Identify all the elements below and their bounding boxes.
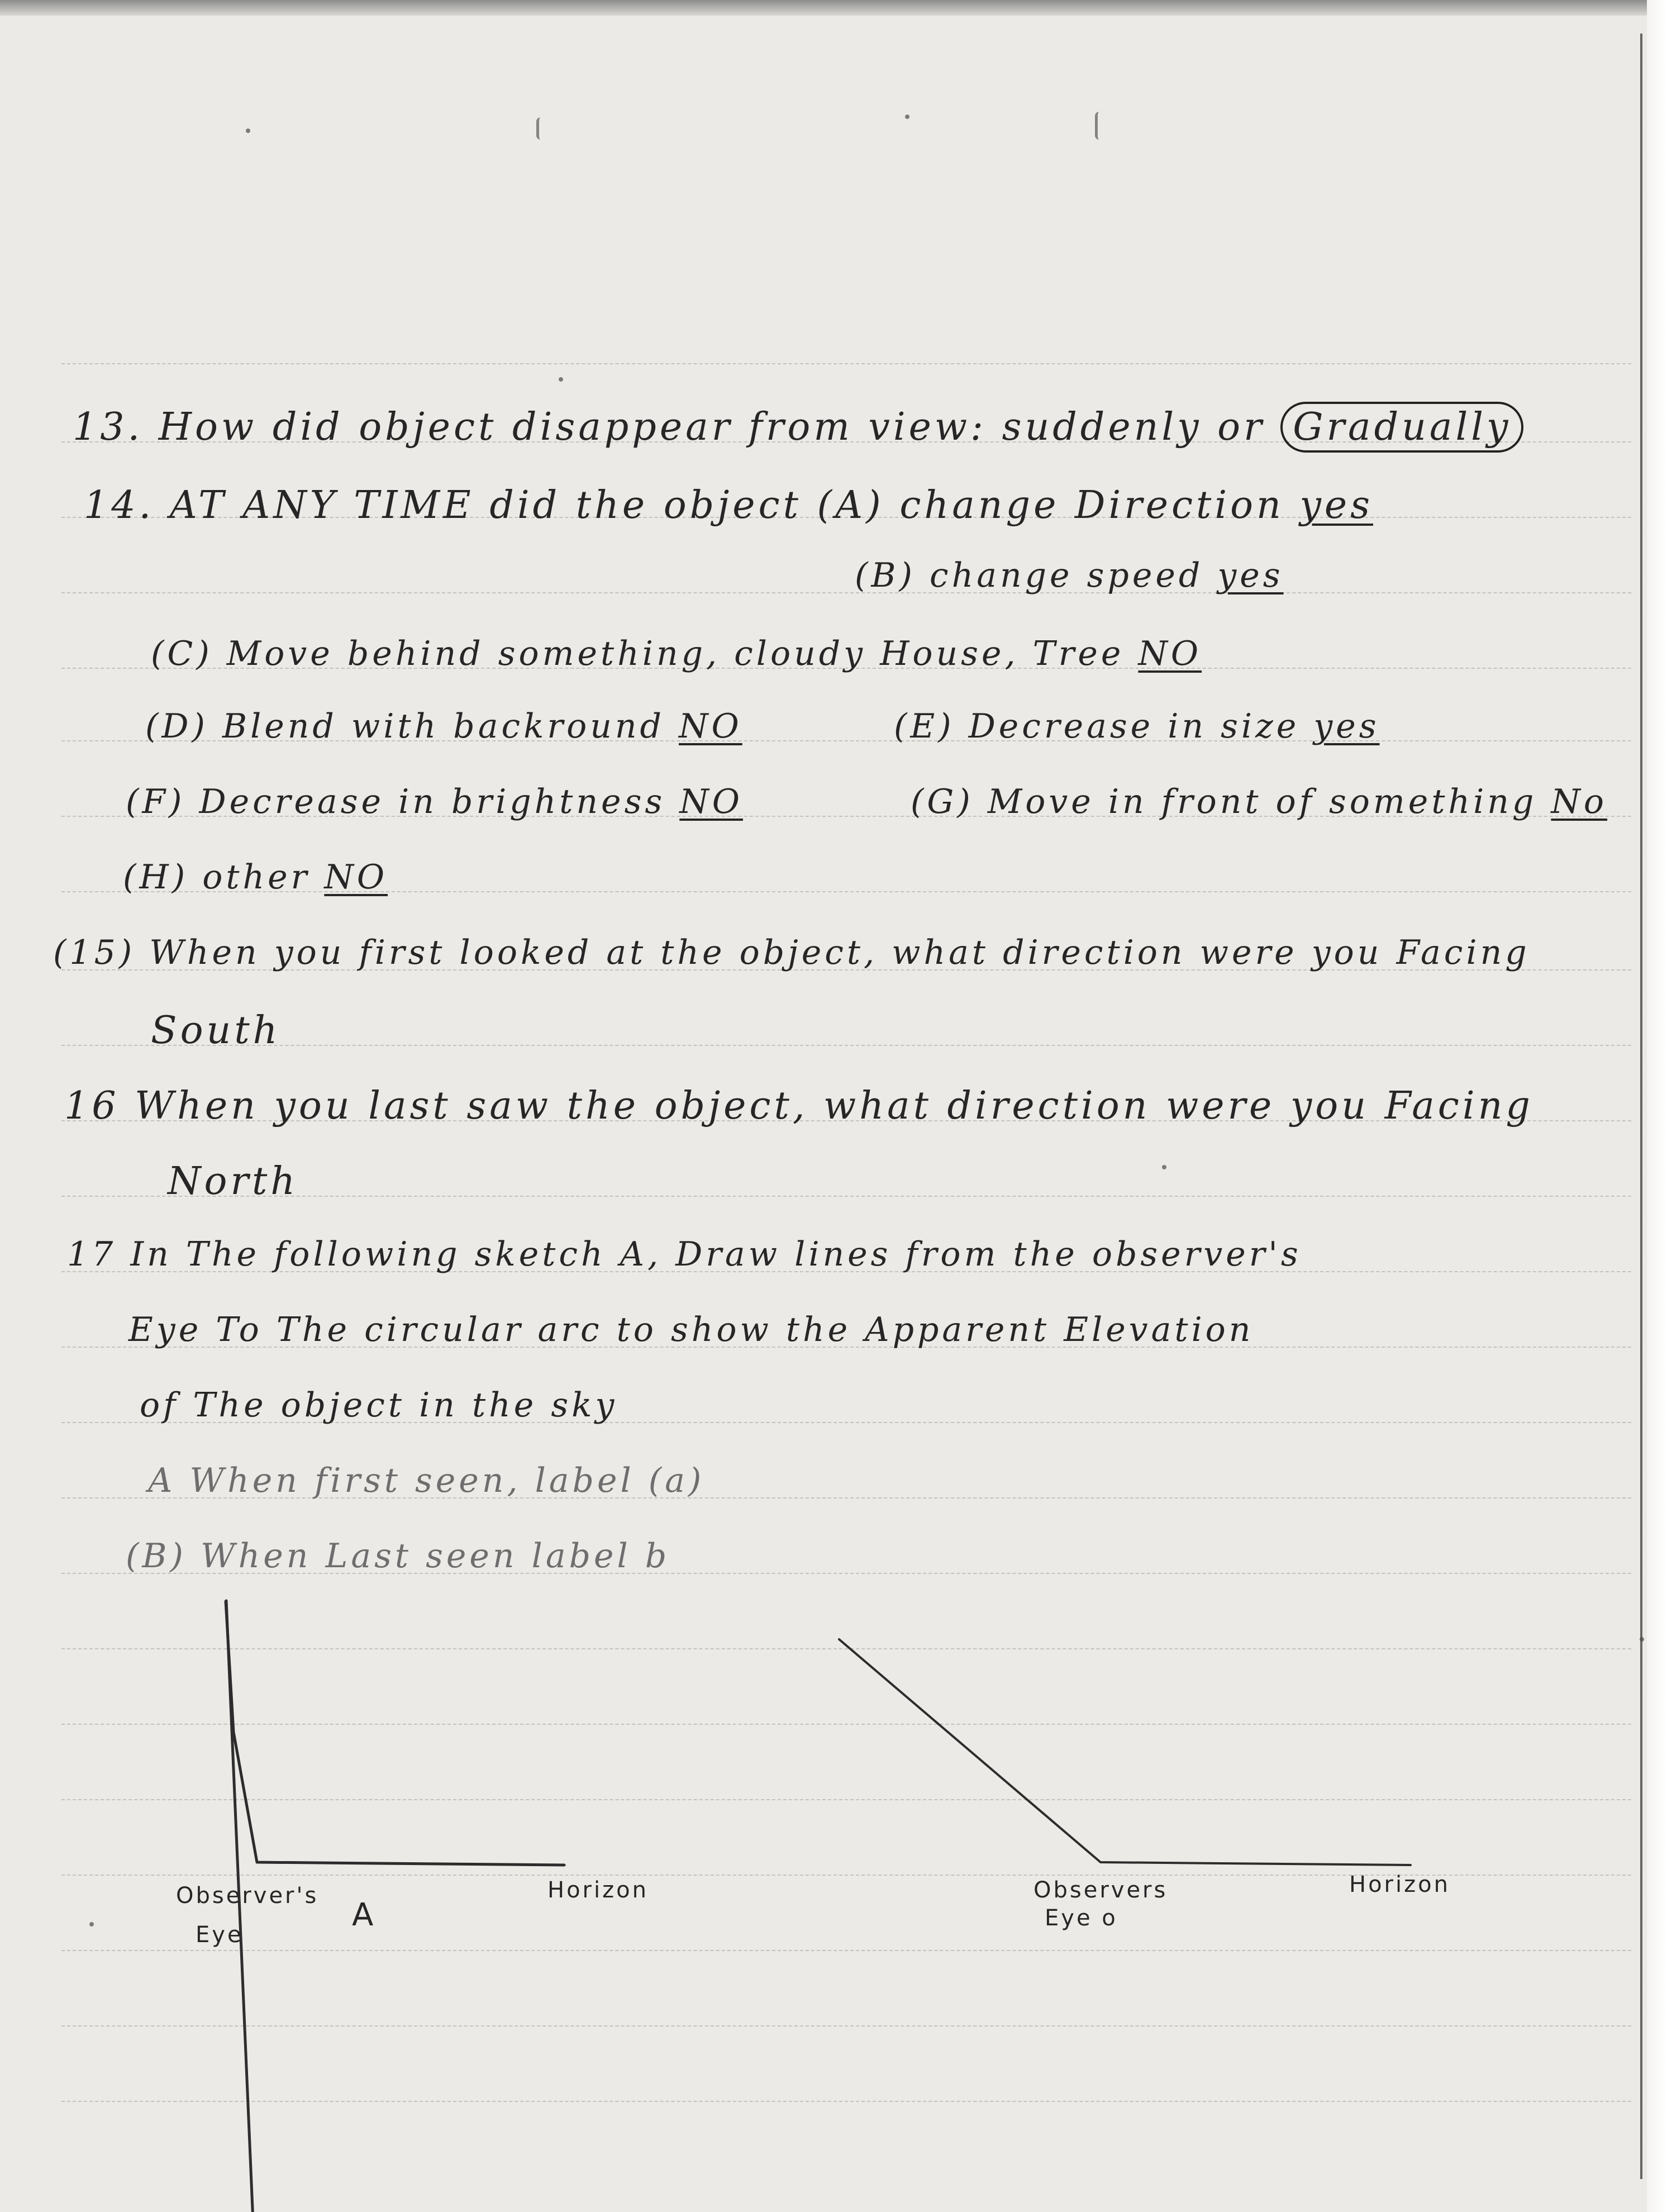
circled-answer-gradually: Gradually bbox=[1280, 402, 1523, 453]
answer-14e: yes bbox=[1313, 707, 1380, 746]
question-14g-label: (G) Move in front of something bbox=[911, 782, 1537, 821]
question-14-text: 14. AT ANY TIME did the object (A) change Direction bbox=[84, 483, 1284, 527]
answer-14b: yes bbox=[1217, 556, 1284, 595]
question-14d-text: (D) Blend with backround bbox=[145, 707, 665, 746]
right-eye-label: Eye o bbox=[1045, 1905, 1118, 1931]
right-observer-label: Observers bbox=[1033, 1877, 1168, 1903]
sketch-a-letter: A bbox=[352, 1897, 377, 1933]
question-14b-label: (B) change speed bbox=[855, 556, 1204, 595]
sketch-a-sight-line-scaled bbox=[226, 1601, 564, 1865]
question-17-line-2: Eye To The circular arc to show the Apparent Elevation bbox=[128, 1310, 1254, 1349]
left-horizon-label: Horizon bbox=[547, 1877, 649, 1903]
answer-14a: yes bbox=[1299, 483, 1374, 527]
question-14h-text: (H) other bbox=[123, 858, 311, 897]
answer-14f: NO bbox=[679, 782, 743, 821]
question-13-text: 13. How did object disappear from view: suddenly or bbox=[73, 405, 1265, 449]
answer-16: North bbox=[168, 1159, 299, 1203]
question-14c-text: (C) Move behind something, cloudy House, Tree bbox=[151, 634, 1125, 673]
left-observer-label: Observer's bbox=[176, 1883, 319, 1909]
answer-14h: NO bbox=[324, 858, 388, 897]
sketch-b-sight-line-scaled bbox=[839, 1639, 1411, 1865]
question-17-line-1: 17 In The following sketch A, Draw lines from the observer's bbox=[67, 1235, 1302, 1274]
question-17-line-4: A When first seen, label (a) bbox=[148, 1461, 705, 1500]
question-14f-text: (F) Decrease in brightness bbox=[126, 782, 666, 821]
question-17-line-5: (B) When Last seen label b bbox=[126, 1536, 670, 1576]
left-eye-label: Eye bbox=[196, 1922, 244, 1948]
right-horizon-label: Horizon bbox=[1349, 1872, 1450, 1897]
question-17-line-3: of The object in the sky bbox=[140, 1386, 618, 1425]
question-15: (15) When you first looked at the object, what direction were you Facing bbox=[53, 933, 1530, 972]
answer-14d: NO bbox=[679, 707, 742, 746]
answer-14g: No bbox=[1551, 782, 1608, 821]
question-16: 16 When you last saw the object, what direction were you Facing bbox=[64, 1084, 1533, 1128]
answer-15: South bbox=[151, 1009, 281, 1053]
answer-14c: NO bbox=[1138, 634, 1202, 673]
question-14e-label: (E) Decrease in size bbox=[894, 707, 1300, 746]
